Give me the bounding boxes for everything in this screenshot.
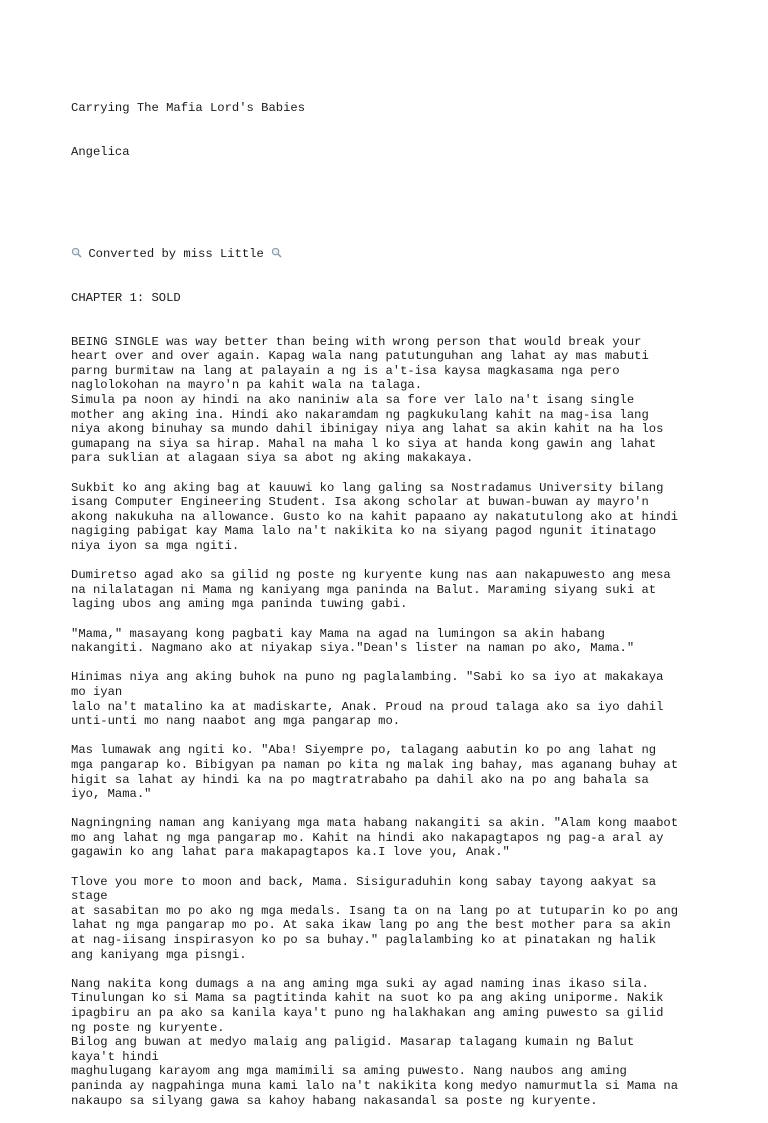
paragraph-line: at nag-iisang inspirasyon ko po sa buhay." paglalambing ko at pinatakan ng halik [71,933,657,948]
paragraph-line: paninda ay nagpahinga muna kami lalo na't nakikita kong medyo namurmutla si Mama na [71,1078,679,1093]
paragraph-gap [71,656,761,671]
paragraph-line: iyo, Mama." [71,787,152,802]
paragraph-gap [71,554,761,569]
magnifier-icon [271,247,281,257]
book-title: Carrying The Mafia Lord's Babies [71,101,306,116]
paragraph-line: niya iyon sa mga ngiti. [71,539,240,553]
paragraph-gap [71,612,761,627]
paragraph-line: Hinimas niya ang aking buhok na puno ng paglalambing. "Sabi ko sa iyo at makakaya [71,670,664,685]
paragraph-line: niya akong binuhay sa mundo dahil ibinigay niya ang lahat sa akin kahit na ha los [71,422,664,437]
paragraph-line: Tinulungan ko si Mama sa pagtitinda kahit na suot ko pa ang aking uniporme. Nakik [71,991,664,1006]
paragraph-line: lalo na't matalino ka at madiskarte, Anak. Proud na proud talaga ako sa iyo dahil [71,699,664,714]
paragraph-line: kaya't hindi [71,1049,159,1064]
paragraph-line: heart over and over again. Kapag wala nang patutunguhan ang lahat ay mas mabuti [71,349,649,364]
converted-line [71,247,761,262]
paragraph-line: laging ubos ang aming mga paninda tuwing gabi. [71,597,408,612]
paragraph-line: unti-unti mo nang naabot ang mga pangarap mo. [71,714,401,729]
paragraph-line: Bilog ang buwan at medyo malaig ang paligid. Masarap talagang kumain ng Balut [71,1035,635,1050]
paragraph-line: akong nakukuha na allowance. Gusto ko na kahit papaano ay nakatutulong ako at hindi [71,509,679,524]
magnifier-icon [71,247,81,257]
paragraph-line: maghulugang karayom ang mga mamimili sa aming puwesto. Nang naubos ang aming [71,1064,627,1079]
paragraph-line: ang kaniyang mga pisngi. [71,947,247,962]
paragraph-gap [71,860,761,875]
paragraph-line: naglolokohan na mayro'n pa kahit wala na talaga. [71,378,423,393]
paragraph-line: mga pangarap ko. Bibigyan pa naman po kita ng malak ing bahay, mas aganang buhay at [71,757,679,772]
paragraph-line: lahat ng mga pangarap mo po. At saka ikaw lang po ang the best mother para sa akin [71,918,671,933]
paragraph-line: ng poste ng kuryente. [71,1020,225,1035]
spacer [71,189,761,218]
paragraph-line: Nagningning naman ang kaniyang mga mata habang nakangiti sa akin. "Alam kong maabot [71,816,679,831]
paragraph-line: ipagbiru an pa ako sa kanila kaya't puno ng halakhakan ang aming puwesto sa gilid [71,1006,664,1020]
paragraph-line: nakangiti. Nagmano ako at niyakap siya."Dean's lister na naman po ako, Mama." [71,641,635,656]
paragraph-line: mother ang aking ina. Hindi ako nakaramdam ng pagkukulang kahit na mag-isa lang [71,407,649,422]
paragraph-line: para suklian at alagaan siya sa abot ng aking makakaya. [71,451,474,466]
paragraph-line: Sukbit ko ang aking bag at kauuwi ko lang galing sa Nostradamus University bilang [71,480,664,495]
book-author: Angelica [71,144,130,159]
paragraph-line: Nang nakita kong dumags a na ang aming mga suki ay agad naming inas ikaso sila. [71,976,649,991]
body-text [71,335,761,1108]
converted-text: Converted by miss Little [81,247,272,262]
paragraph-line: nagiging pabigat kay Mama lalo na't nakikita ko na siyang pagod ngunit itinatago [71,524,657,539]
paragraph-line: BEING SINGLE was way better than being with wrong person that would break your [71,334,642,349]
paragraph-gap [71,962,761,977]
paragraph-line: nakaupo sa silyang gawa sa kahoy habang nakasandal sa poste ng kuryente. [71,1093,598,1108]
paragraph-line: "Mama," masayang kong pagbati kay Mama na agad na lumingon sa akin habang [71,626,605,641]
document-page [71,72,761,1123]
paragraph-line: parng burmitaw na lang at palayain a ng is a't-isa kaysa magkasama nga pero [71,363,620,378]
chapter-heading: CHAPTER 1: SOLD [71,290,181,305]
paragraph-gap [71,802,761,817]
paragraph-line: mo ang lahat ng mga pangarap mo. Kahit na hindi ako nakapagtapos ng pag-a aral ay [71,830,664,845]
paragraph-line: Tlove you more to moon and back, Mama. Sisiguraduhin kong sabay tayong aakyat sa [71,874,657,889]
paragraph-line: na nilalatagan ni Mama ng kaniyang mga paninda na Balut. Maraming siyang suki at [71,582,657,597]
paragraph-line: higit sa lahat ay hindi ka na po magtratrabaho pa dahil ako na po ang bahala sa [71,772,649,787]
paragraph-line: Mas lumawak ang ngiti ko. "Aba! Siyempre po, talagang aabutin ko po ang lahat ng [71,743,657,758]
paragraph-line: isang Computer Engineering Student. Isa akong scholar at buwan-buwan ay mayro'n [71,495,649,510]
paragraph-gap [71,729,761,744]
paragraph-gap [71,466,761,481]
paragraph-line: gumapang na siya sa hirap. Mahal na maha l ko siya at handa kong gawin ang lahat [71,436,657,451]
paragraph-line: at sasabitan mo po ako ng mga medals. Isang ta on na lang po at tutuparin ko po ang [71,903,679,918]
paragraph-line: stage [71,889,108,904]
paragraph-line: Dumiretso agad ako sa gilid ng poste ng kuryente kung nas aan nakapuwesto ang mesa [71,568,671,583]
paragraph-line: Simula pa noon ay hindi na ako naniniw ala sa fore ver lalo na't isang single [71,393,635,408]
paragraph-line: mo iyan [71,684,123,699]
paragraph-line: gagawin ko ang lahat para makapagtapos ka.I love you, Anak." [71,845,510,860]
